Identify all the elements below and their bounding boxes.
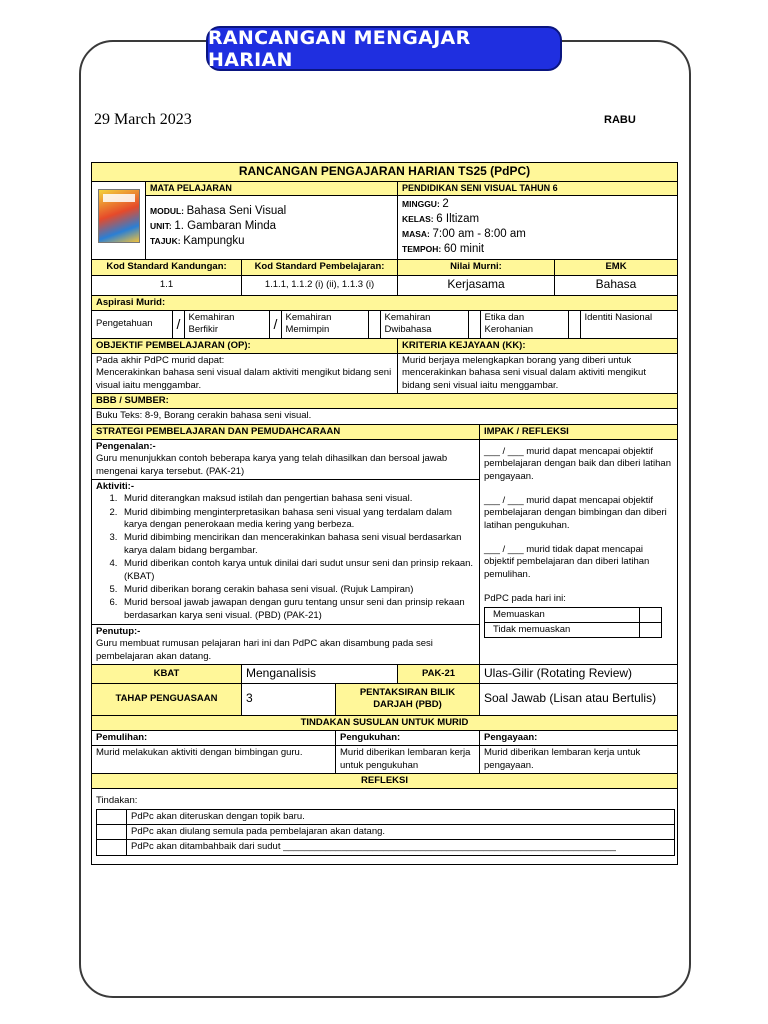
impak-label: IMPAK / REFLEKSI: [480, 424, 678, 439]
pengukuhan-text: Murid diberikan lembaran kerja untuk pengukuhan: [336, 746, 480, 774]
bbb-label: BBB / SUMBER:: [92, 394, 678, 409]
checkbox-tidak-memuaskan[interactable]: [640, 622, 662, 637]
pengukuhan-label: Pengukuhan:: [336, 730, 480, 745]
refleksi-item: PdPc akan ditambahbaik dari sudut _______________________________________________________________: [127, 840, 675, 855]
kbat-label: KBAT: [92, 664, 242, 683]
emk-label: EMK: [555, 260, 678, 275]
aspirasi-item: Etika dan Kerohanian: [480, 311, 568, 338]
emk-value: Bahasa: [555, 275, 678, 295]
pak21-value: Ulas-Gilir (Rotating Review): [480, 664, 678, 683]
ksp-value: 1.1.1, 1.1.2 (i) (ii), 1.1.3 (i): [242, 275, 398, 295]
option-memuaskan: Memuaskan: [485, 607, 640, 622]
class-label: PENDIDIKAN SENI VISUAL TAHUN 6: [398, 181, 678, 196]
lesson-plan-table: [91, 162, 678, 865]
list-item: 1. Murid diterangkan maksud istilah dan pengertian bahasa seni visual.: [120, 493, 475, 505]
aspirasi-item: Kemahiran Berfikir: [184, 311, 269, 338]
list-item: 3. Murid dibimbing mencirikan dan mencerakinkan bahasa seni visual berdasarkan karya dalam bidang bergambar.: [120, 532, 475, 557]
list-item: 2. Murid dibimbing menginterpretasikan bahasa seni visual yang terdalam dalam karya dengan penerokaan media kering yang berbeza.: [120, 507, 475, 532]
list-item: 4. Murid diberikan contoh karya untuk dinilai dari sudut unsur seni dan prinsip rekaan. (KBAT): [120, 558, 475, 583]
modul-value: Bahasa Seni Visual: [186, 205, 287, 218]
table-title: RANCANGAN PENGAJARAN HARIAN TS25 (PdPC): [92, 163, 678, 182]
aspirasi-mark: [368, 311, 380, 338]
pengenalan-section: Pengenalan:- Guru menunjukkan contoh beberapa karya yang telah dihasilkan dan bersoal jawab mengenai karya tersebut. (PAK-21): [92, 440, 480, 480]
tajuk-value: Kampungku: [183, 235, 245, 248]
aspirasi-label: Aspirasi Murid:: [92, 295, 678, 310]
objektif-text: Pada akhir PdPC murid dapat: Mencerakinkan bahasa seni visual dalam aktiviti mengikut bidang seni visual iaitu menggambar.: [92, 354, 398, 394]
aspirasi-item: Identiti Nasional: [580, 311, 678, 338]
subject-details: MODUL: Bahasa Seni Visual UNIT: 1. Gambaran Minda TAJUK: Kampungku: [146, 196, 398, 260]
kelas-value: 6 Iltizam: [436, 213, 480, 226]
ksp-label: Kod Standard Pembelajaran:: [242, 260, 398, 275]
penutup-section: Penutup:- Guru membuat rumusan pelajaran hari ini dan PdPC akan disambung pada sesi pembelajaran akan datang.: [92, 624, 480, 664]
checkbox-refleksi-2[interactable]: [97, 824, 127, 839]
aspirasi-row: [92, 310, 678, 338]
pbd-value: Soal Jawab (Lisan atau Bertulis): [480, 683, 678, 715]
aktiviti-list: [96, 493, 475, 621]
tindakan-label: Tindakan:: [96, 795, 138, 807]
aspirasi-item: Kemahiran Dwibahasa: [380, 311, 468, 338]
textbook-cover-cell: [92, 181, 146, 260]
pdpc-label: PdPC pada hari ini:: [484, 593, 566, 605]
pemulihan-text: Murid melakukan aktiviti dengan bimbingan guru.: [92, 746, 336, 774]
impak-p3: ___ / ___ murid tidak dapat mencapai objektif pembelajaran dan diberi latihan pemulihan.: [484, 544, 650, 580]
impak-section: [480, 440, 678, 665]
minggu-value: 2: [442, 198, 449, 211]
aspirasi-item: Pengetahuan: [92, 311, 172, 338]
aspirasi-mark: /: [269, 311, 281, 338]
ksk-value: 1.1: [92, 275, 242, 295]
list-item: 5. Murid diberikan borang cerakin bahasa seni visual. (Rujuk Lampiran): [120, 584, 475, 596]
refleksi-item: PdPc akan diteruskan dengan topik baru.: [127, 809, 675, 824]
penutup-text: Guru membuat rumusan pelajaran hari ini dan PdPC akan disambung pada sesi pembelajaran akan datang.: [96, 638, 433, 662]
pak21-label: PAK-21: [398, 664, 480, 683]
bbb-text: Buku Teks: 8-9, Borang cerakin bahasa seni visual.: [92, 409, 678, 424]
unit-value: 1. Gambaran Minda: [174, 220, 277, 233]
aspirasi-mark: [468, 311, 480, 338]
nilai-label: Nilai Murni:: [398, 260, 555, 275]
kbat-value: Menganalisis: [242, 664, 398, 683]
pbd-label: PENTAKSIRAN BILIK DARJAH (PBD): [336, 683, 480, 715]
nilai-value: Kerjasama: [398, 275, 555, 295]
aspirasi-mark: [568, 311, 580, 338]
textbook-cover-image: [98, 189, 140, 243]
checkbox-refleksi-3[interactable]: [97, 840, 127, 855]
tahap-value: 3: [242, 683, 336, 715]
kriteria-text: Murid berjaya melengkapkan borang yang diberi untuk mencerakinkan bahasa seni visual dalam aktiviti mengikut bidang seni visual iaitu menggambar.: [398, 354, 678, 394]
kriteria-label: KRITERIA KEJAYAAN (KK):: [398, 338, 678, 353]
ksk-label: Kod Standard Kandungan:: [92, 260, 242, 275]
pemulihan-label: Pemulihan:: [92, 730, 336, 745]
pengayaan-text: Murid diberikan lembaran kerja untuk pengayaan.: [480, 746, 678, 774]
pengayaan-label: Pengayaan:: [480, 730, 678, 745]
list-item: 6. Murid bersoal jawab jawapan dengan guru tentang unsur seni dan prinsip rekaan berdasarkan karya seni visual. (PBD) (PAK-21): [120, 597, 475, 622]
class-details: MINGGU: 2 KELAS: 6 Iltizam MASA: 7:00 am - 8:00 am TEMPOH: 60 minit: [398, 196, 678, 260]
subject-label: MATA PELAJARAN: [146, 181, 398, 196]
pengenalan-text: Guru menunjukkan contoh beberapa karya yang telah dihasilkan dan bersoal jawab mengenai karya tersebut. (PAK-21): [96, 453, 448, 477]
refleksi-item: PdPc akan diulang semula pada pembelajaran akan datang.: [127, 824, 675, 839]
option-tidak-memuaskan: Tidak memuaskan: [485, 622, 640, 637]
tahap-label: TAHAP PENGUASAAN: [92, 683, 242, 715]
tempoh-value: 60 minit: [443, 243, 485, 256]
checkbox-memuaskan[interactable]: [640, 607, 662, 622]
aktiviti-section: Aktiviti:- 1. Murid diterangkan maksud istilah dan pengertian bahasa seni visual. 2. Murid dibimbing menginterpretasikan bahasa seni visual yang terdalam dalam karya dengan penerokaan media kering yang berbeza. 3. Murid dibimbing mencirikan dan mencerakinkan bahasa seni visual berdasarkan karya dalam bidang bergambar. 4. Murid diberikan contoh karya untuk dinilai dari sudut unsur seni dan prinsip rekaan. (KBAT) 5. Murid diberikan borang cerakin bahasa seni visual. (Rujuk Lampiran) 6. Murid bersoal jawab jawapan dengan guru tentang unsur seni dan prinsip rekaan berdasarkan karya seni visual. (PBD) (PAK-21): [92, 480, 480, 625]
lesson-day: RABU: [604, 114, 636, 126]
objektif-label: OBJEKTIF PEMBELAJARAN (OP):: [92, 338, 398, 353]
checkbox-refleksi-1[interactable]: [97, 809, 127, 824]
aspirasi-mark: /: [172, 311, 184, 338]
impak-p1: ___ / ___ murid dapat mencapai objektif pembelajaran dengan baik dan diberi latihan pengayaan.: [484, 446, 671, 482]
lesson-date: 29 March 2023: [94, 111, 192, 128]
strategi-label: STRATEGI PEMBELAJARAN DAN PEMUDAHCARAAN: [92, 424, 480, 439]
tindakan-susulan-label: TINDAKAN SUSULAN UNTUK MURID: [92, 715, 678, 730]
refleksi-section: [92, 789, 678, 864]
page-banner: RANCANGAN MENGAJAR HARIAN: [206, 26, 562, 71]
refleksi-label: REFLEKSI: [92, 773, 678, 788]
aspirasi-item: Kemahiran Memimpin: [281, 311, 368, 338]
masa-value: 7:00 am - 8:00 am: [432, 228, 526, 241]
impak-p2: ___ / ___ murid dapat mencapai objektif pembelajaran dengan bimbingan dan diberi latihan pengukuhan.: [484, 495, 667, 531]
